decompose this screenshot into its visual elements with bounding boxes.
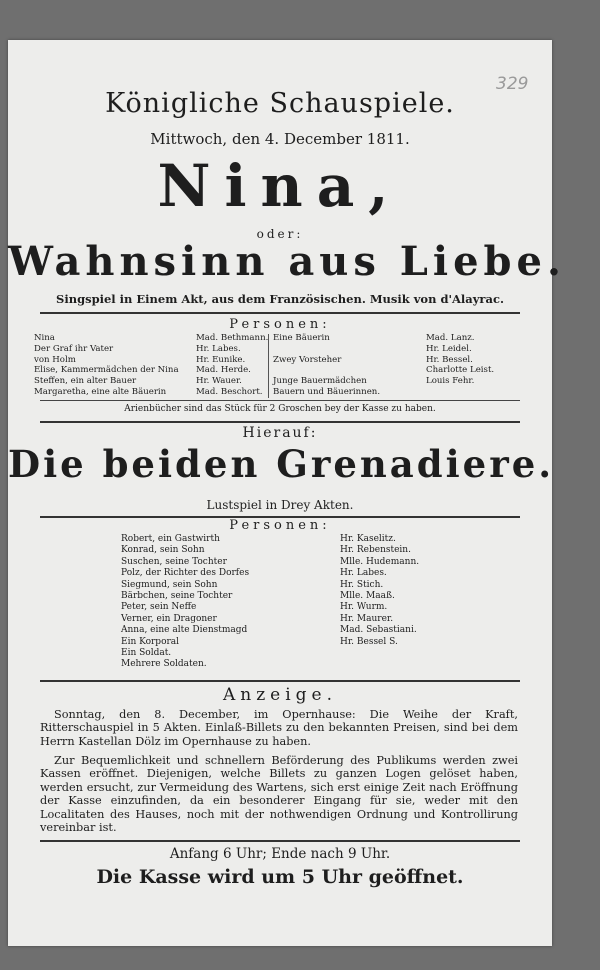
play2-title: Die beiden Grenadiere. — [8, 442, 555, 486]
anzeige-paragraph-2: Zur Bequemlichkeit und schnellern Beförderung des Publikums werden zwei Kassen eröffnet. Diejenigen, welche Billets zu ganzen Logen gelöset haben, werden ersucht, zur Vermeidung des Wartens, sich erst einige Zeit nach Eröffnung der Kasse einzufinden, da ein besonderer Eingang für sie, weder mit den Localitaten des Hauses, noch mit der nothwendigen Ordnung und Kontrollirung vereinbar ist. — [40, 754, 518, 835]
anzeige-heading: Anzeige. — [222, 685, 338, 705]
role: Ein Soldat. — [121, 647, 172, 658]
role: Zwey Vorsteher — [273, 354, 342, 365]
actor: Mad. Herde. — [196, 365, 251, 376]
divider — [40, 680, 520, 682]
role: Eine Bäuerin — [273, 333, 330, 343]
page-number: 329 — [496, 74, 529, 94]
actor: Mlle. Hudemann. — [340, 556, 420, 567]
start-end-times: Anfang 6 Uhr; Ende nach 9 Uhr. — [169, 846, 391, 862]
actor: Mad. Bethmann. — [196, 333, 269, 343]
actor: Mlle. Maaß. — [340, 590, 395, 601]
role: Suschen, seine Tochter — [121, 556, 227, 567]
role: von Holm — [34, 354, 76, 365]
role: Elise, Kammermädchen der Nina — [34, 365, 179, 376]
playbill-sheet — [8, 40, 566, 946]
play1-title: Nina, — [157, 152, 403, 220]
actor: Hr. Kaselitz. — [340, 534, 396, 544]
role: Bauern und Bäuerinnen. — [273, 386, 381, 397]
actor: Mad. Sebastiani. — [340, 625, 417, 636]
role: Konrad, sein Sohn — [121, 545, 205, 556]
actor: Mad. Lanz. — [426, 333, 475, 343]
role: Nina — [34, 333, 55, 343]
role: Verner, ein Dragoner — [121, 613, 217, 624]
play1-note: Arienbücher sind das Stück für 2 Groschen bey der Kasse zu haben. — [124, 404, 436, 414]
role: Margaretha, eine alte Bäuerin — [34, 386, 167, 397]
role: Junge Bauermädchen — [273, 376, 367, 387]
actor: Mad. Beschort. — [196, 386, 263, 397]
role: Mehrere Soldaten. — [121, 659, 207, 670]
hierauf: Hierauf: — [242, 425, 318, 441]
play1-personen-heading: Personen: — [229, 317, 331, 332]
divider — [40, 400, 520, 401]
play1-actors-left — [196, 333, 268, 398]
performance-date: Mittwoch, den 4. December 1811. — [150, 130, 410, 148]
role: Anna, eine alte Dienstmagd — [121, 625, 248, 636]
play1-oder: oder: — [256, 227, 304, 241]
role: Ein Korporal — [121, 636, 180, 647]
play2-roles — [121, 534, 249, 671]
role: Siegmund, sein Sohn — [121, 579, 218, 590]
role: Polz, der Richter des Dorfes — [121, 568, 250, 579]
actor: Hr. Eunike. — [196, 354, 246, 365]
actor: Hr. Bessel S. — [340, 636, 398, 647]
actor: Hr. Wauer. — [196, 376, 242, 387]
role: Robert, ein Gastwirth — [121, 534, 220, 544]
play1-subtitle: Wahnsinn aus Liebe. — [8, 238, 566, 285]
divider — [40, 312, 520, 314]
play2-genre: Lustspiel in Drey Akten. — [206, 498, 354, 512]
divider — [40, 421, 520, 423]
role: Peter, sein Neffe — [121, 602, 197, 613]
divider — [40, 840, 520, 842]
box-office-opening: Die Kasse wird um 5 Uhr geöffnet. — [96, 866, 464, 888]
play2-actors — [340, 534, 419, 648]
actor: Hr. Labes. — [340, 568, 387, 579]
play2-personen-heading: Personen: — [229, 518, 331, 533]
actor: Hr. Wurm. — [340, 602, 388, 613]
actor: Hr. Bessel. — [426, 354, 473, 365]
actor: Louis Fehr. — [426, 376, 475, 387]
actor: Hr. Maurer. — [340, 613, 394, 624]
actor: Hr. Leidel. — [426, 343, 472, 354]
divider — [268, 334, 269, 398]
actor: Hr. Stich. — [340, 579, 384, 590]
actor: Hr. Labes. — [196, 343, 241, 354]
play1-actors-right — [426, 333, 494, 387]
play1-genre: Singspiel in Einem Akt, aus dem Französischen. Musik von d'Alayrac. — [56, 292, 504, 306]
anzeige-paragraph-1: Sonntag, den 8. December, im Opernhause: Die Weihe der Kraft, Ritterschauspiel in 5 Akten. Einlaß-Billets zu den bekannten Preisen, sind bei dem Herrn Kastellan Dölz im Opernhause zu haben. — [40, 708, 518, 748]
actor: Hr. Rebenstein. — [340, 545, 411, 556]
theatre-name: Königliche Schauspiele. — [105, 88, 455, 119]
play1-roles-left — [34, 333, 179, 398]
role: Bärbchen, seine Tochter — [121, 590, 233, 601]
role: Der Graf ihr Vater — [34, 343, 114, 354]
play1-roles-right — [273, 333, 380, 398]
actor: Charlotte Leist. — [426, 365, 495, 376]
role: Steffen, ein alter Bauer — [34, 376, 137, 387]
